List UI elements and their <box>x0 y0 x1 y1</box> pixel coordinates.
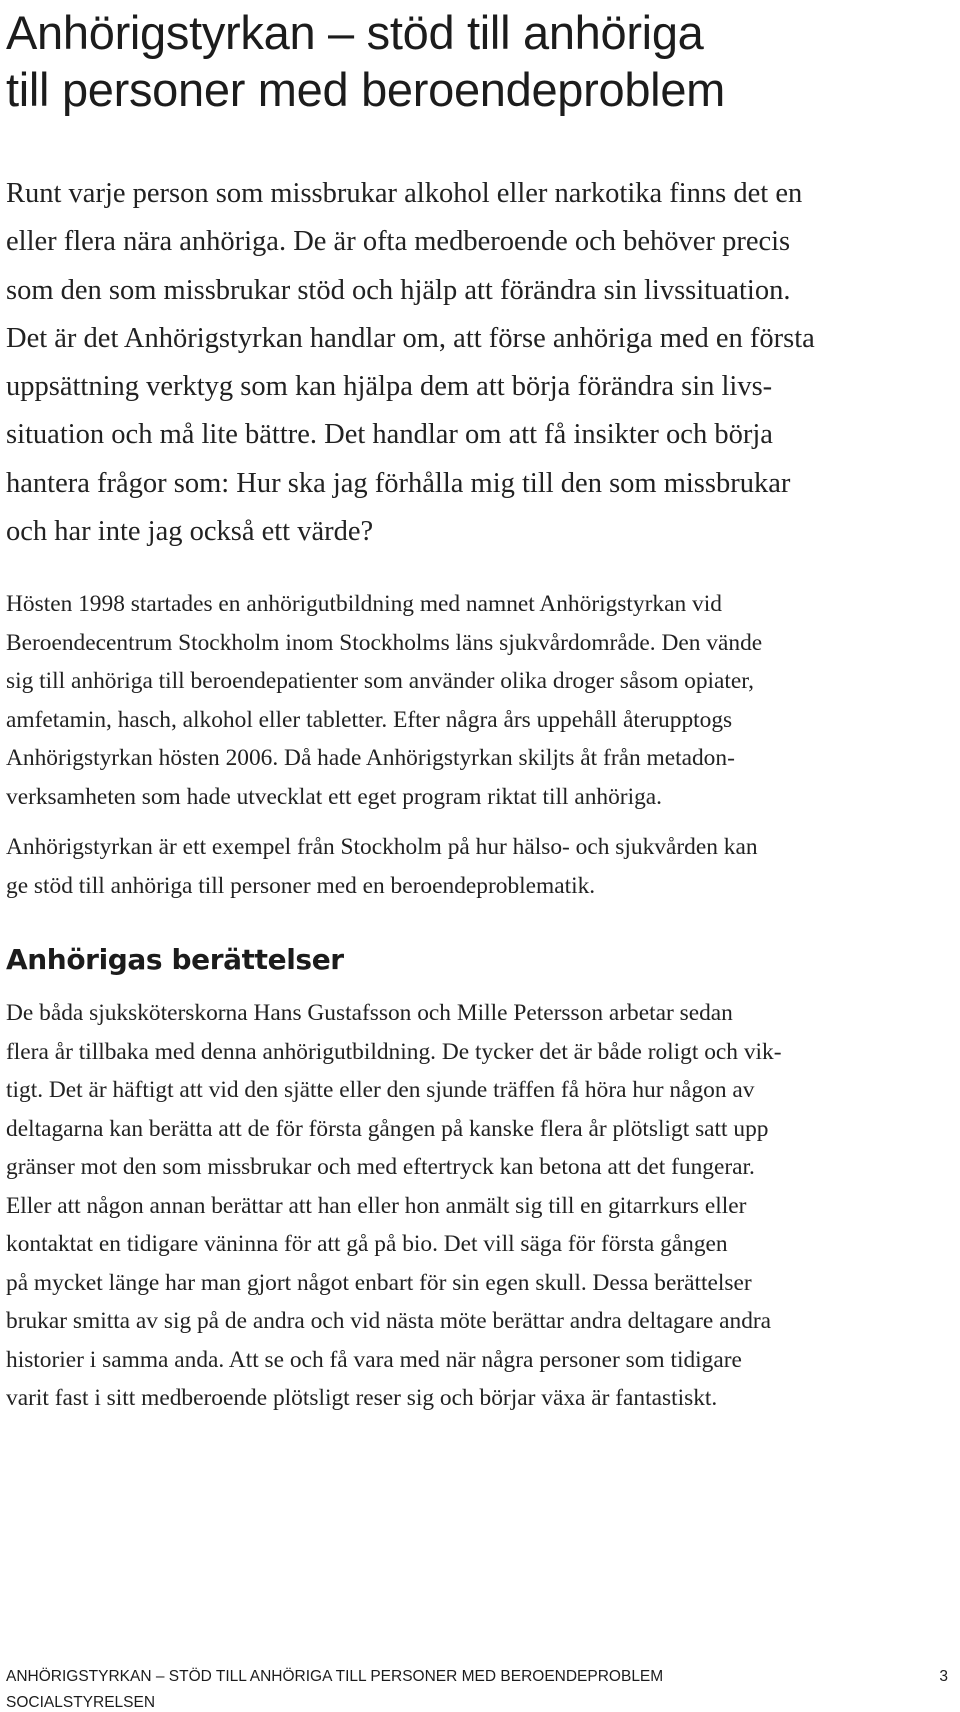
body-line: tigt. Det är häftigt att vid den sjätte eller den sjunde träffen få höra hur någon av <box>6 1077 755 1103</box>
document-page <box>6 0 954 1712</box>
example-paragraph <box>6 828 946 905</box>
intro-line: som den som missbrukar stöd och hjälp att förändra sin livssituation. <box>6 274 791 306</box>
body-line: Anhörigstyrkan är ett exempel från Stockholm på hur hälso- och sjukvården kan <box>6 834 758 860</box>
title-line: Anhörigstyrkan – stöd till anhöriga <box>6 6 704 59</box>
intro-line: Det är det Anhörigstyrkan handlar om, att förse anhöriga med en första <box>6 322 815 354</box>
intro-line: situation och må lite bättre. Det handlar om att få insikter och börja <box>6 419 773 451</box>
body-line: Beroendecentrum Stockholm inom Stockholms läns sjukvårdområde. Den vände <box>6 629 763 656</box>
intro-line: hantera frågor som: Hur ska jag förhålla mig till den som missbrukar <box>6 467 791 499</box>
history-paragraph <box>6 585 946 816</box>
body-line: flera år tillbaka med denna anhörigutbildning. De tycker det är både roligt och vik- <box>6 1038 782 1065</box>
body-line: brukar smitta av sig på de andra och vid nästa möte berättar andra deltagare andra <box>6 1308 772 1334</box>
intro-line: eller flera nära anhöriga. De är ofta medberoende och behöver precis <box>6 226 791 258</box>
body-line: kontaktat en tidigare väninna för att gå på bio. Det vill säga för första gången <box>6 1231 728 1257</box>
body-line: på mycket länge har man gjort något enbart för sin egen skull. Dessa berättelser <box>6 1269 752 1296</box>
body-line: De båda sjuksköterskorna Hans Gustafsson och Mille Petersson arbetar sedan <box>6 1000 733 1026</box>
body-line: varit fast i sitt medberoende plötsligt reser sig och börjar växa är fantastiskt. <box>6 1385 718 1411</box>
body-line: verksamheten som hade utvecklat ett eget program riktat till anhöriga. <box>6 783 663 810</box>
intro-line: uppsättning verktyg som kan hjälpa dem att börja förändra sin livs- <box>6 371 773 403</box>
page-number: 3 <box>939 1668 948 1685</box>
body-line: ge stöd till anhöriga till personer med en beroendeproblematik. <box>6 872 596 899</box>
footer-organization: SOCIALSTYRELSEN <box>6 1694 156 1711</box>
intro-paragraph <box>6 170 946 556</box>
body-line: Eller att någon annan berättar att han eller hon anmält sig till en gitarrkurs eller <box>6 1192 747 1219</box>
body-line: Anhörigstyrkan hösten 2006. Då hade Anhörigstyrkan skiljts åt från metadon- <box>6 745 735 771</box>
stories-paragraph <box>6 994 946 1418</box>
intro-line: Runt varje person som missbrukar alkohol eller narkotika finns det en <box>6 178 803 209</box>
section-heading: Anhörigas berättelser <box>6 943 344 976</box>
body-line: Hösten 1998 startades en anhörigutbildning med namnet Anhörigstyrkan vid <box>6 591 722 617</box>
body-line: historier i samma anda. Att se och få vara med när några personer som tidigare <box>6 1346 742 1373</box>
body-line: gränser mot den som missbrukar och med eftertryck kan betona att det fungerar. <box>6 1154 755 1180</box>
body-line: amfetamin, hasch, alkohol eller tabletter. Efter några års uppehåll återupptogs <box>6 706 733 733</box>
footer-running-title: ANHÖRIGSTYRKAN – STÖD TILL ANHÖRIGA TILL PERSONER MED BEROENDEPROBLEM <box>6 1668 664 1685</box>
body-line: sig till anhöriga till beroendepatienter som använder olika droger såsom opiater, <box>6 668 754 694</box>
intro-line: och har inte jag också ett värde? <box>6 516 374 548</box>
page-title <box>6 0 954 118</box>
body-line: deltagarna kan berätta att de för första gången på kanske flera år plötsligt satt upp <box>6 1115 769 1142</box>
title-line: till personer med beroendeproblem <box>6 63 726 116</box>
